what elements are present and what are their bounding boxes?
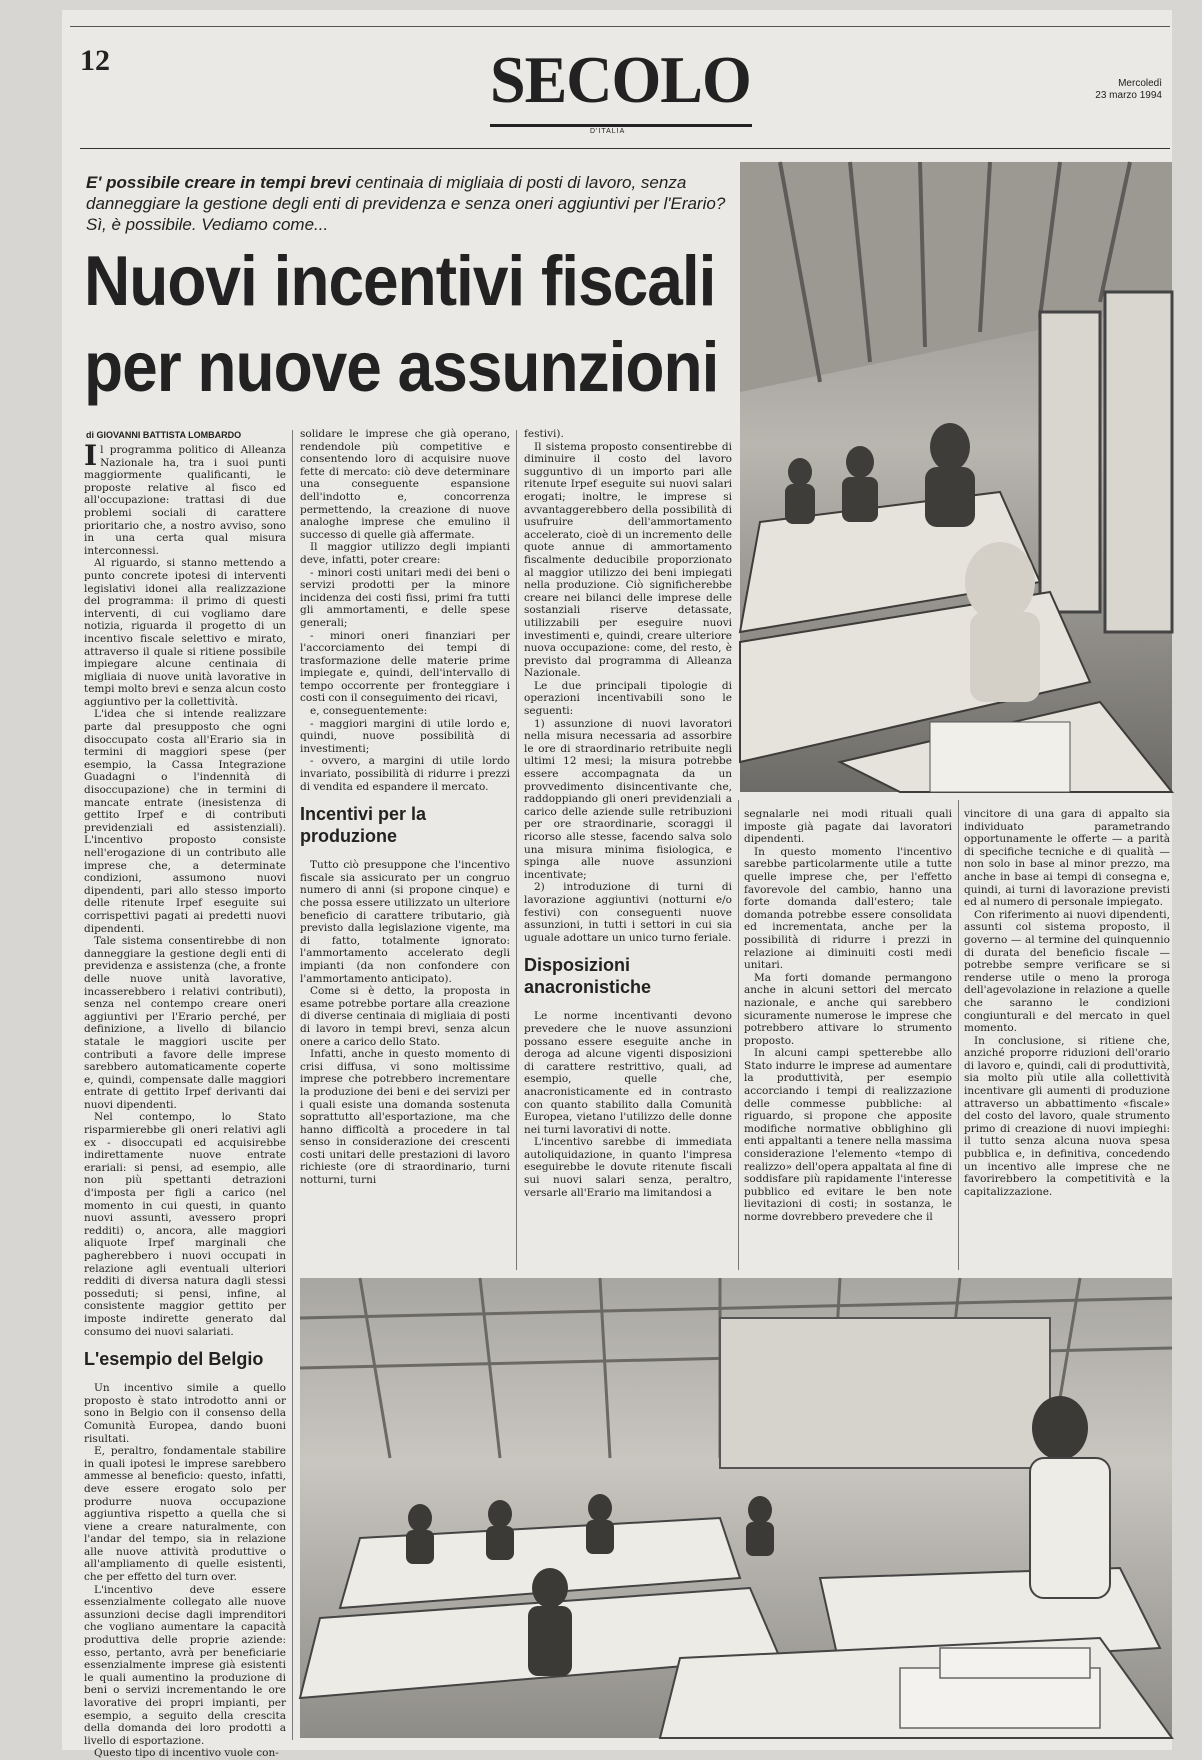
paragraph: Nel contempo, lo Stato risparmierebbe gli oneri relativi agli ex - disoccupati ed acquisirebbe indirettamente nuove entrate erariali: si pensi, ad esempio, alle non più spettanti detrazioni d'imposta per figli a carico (nel momento in cui questi, in quanto nuovi assunti, avessero propri redditi) o, ancora, alle maggiori aliquote Irpef marginali che pagherebbero i nuovi occupati in relazione agli eventuali ulteriori redditi di diversa natura dagli stessi posseduti; si pensi, infine, al consistente maggior gettito per imposte indirette generato dal consumo dei nuovi salariati. bbox=[84, 1111, 286, 1338]
lead-rest: centinaia di migliaia di posti di lavoro, senza danneggiare la gestione degli enti di previdenza e senza oneri aggiuntivi per l'Erario? Sì, è possibile. Vediamo come... bbox=[86, 173, 726, 234]
paragraph: L'incentivo sarebbe di immediata autoliquidazione, in quanto l'impresa eseguirebbe le dovute ritenute fiscali sui nuovi salari senza, peraltro, versarle all'Erario ma limitandosi a bbox=[524, 1136, 732, 1199]
date-full: 23 marzo 1994 bbox=[1095, 89, 1162, 101]
paragraph: vincitore di una gara di appalto sia individuato parametrando opportunamente le offerte — a parità di specifiche tecniche e di qualità — non solo in base al minor prezzo, ma anche in base ai tempi di consegna e, quindi, ai turni di lavorazione previsti ed al numero di personale impiegato. bbox=[964, 808, 1170, 909]
office-photo-top bbox=[740, 162, 1172, 792]
subheading: Disposizioni anacronistiche bbox=[524, 955, 652, 998]
article-column-5 bbox=[964, 808, 1170, 1268]
paragraph: - minori oneri finanziari per l'accorciamento dei tempi di trasformazione delle materie prime impiegate e, quindi, dell'intervallo di tempo occorrente per fronteggiare i costi con il conseguimento dei ricavi, bbox=[300, 629, 510, 705]
column-divider bbox=[958, 800, 959, 1270]
article-column-3 bbox=[524, 428, 732, 1268]
subheading: Incentivi per la produzione bbox=[300, 804, 427, 847]
headline-line-1: Nuovi incentivi fiscali bbox=[84, 241, 716, 321]
paragraph: Infatti, anche in questo momento di crisi diffusa, vi sono moltissime imprese che potrebbero incrementare la produzione dei beni e dei servizi per i quali esiste una domanda sostenuta soprattutto all'esportazione, ma che hanno difficoltà a procedere in tal senso in considerazione dei crescenti costi unitari delle prestazioni di lavoro richieste (ore di straordinario, turni notturni, turni bbox=[300, 1048, 510, 1187]
paragraph: 2) introduzione di turni di lavorazione aggiuntivi (notturni e/o festivi) con conseguenti nuove assunzioni, in tutti i settori in cui sia uguale adottare un unico turno feriale. bbox=[524, 881, 732, 944]
lead-paragraph bbox=[86, 172, 726, 235]
lead-bold: E' possibile creare in tempi brevi bbox=[86, 173, 351, 192]
paragraph: - ovvero, a margini di utile lordo invariato, possibilità di ridurre i prezzi di vendita ed espandere il mercato. bbox=[300, 755, 510, 793]
headline bbox=[84, 238, 724, 410]
paragraph: Con riferimento ai nuovi dipendenti, assunti col sistema proposto, il governo — al termine del quinquennio di durata del beneficio fiscale — potrebbe sempre verificare se si renderse utile o meno la proroga dell'agevolazione in relazione a quelle che saranno le condizioni congiunturali e del mercato in quel momento. bbox=[964, 908, 1170, 1035]
paragraph: In alcuni campi spetterebbe allo Stato indurre le imprese ad aumentare la produttività, per esempio accorciando i tempi di realizzazione delle commesse pubbliche: al riguardo, si propone che apposite modifiche normative obblighino gli enti appaltanti a tenere nella massima considerazione l'elemento «tempo di realizzo» dell'opera appaltata al fine di soddisfare più rapidamente l'interesse pubblico ed evitare le ben note lievitazioni di costi; in sostanza, le norme dovrebbero prevedere che il bbox=[744, 1047, 952, 1223]
office-photo-bottom-image bbox=[300, 1278, 1172, 1738]
paragraph: L'idea che si intende realizzare parte dal presupposto che ogni disoccupato costa all'Erario sia in termini di maggiori spese (per esempio, la Cassa Integrazione Guadagni o l'indennità di disoccupazione) che in termini di mancate entrate (inesistenza di gettito Irpef e di contributi previdenziali ed assistenziali). L'incentivo proposto consiste nell'erogazione di un contributo alle imprese che, a determinate condizioni, assumono nuovi dipendenti, pari allo stesso importo delle ritenute Irpef eseguite sui corrispettivi pagati ai predetti nuovi dipendenti. bbox=[84, 708, 286, 935]
paragraph: In questo momento l'incentivo sarebbe particolarmente utile a tutte quelle imprese che, per l'effetto favorevole del cambio, hanno una forte domanda dall'estero; tale domanda potrebbe essere consolidata ed incrementata, anche per la possibilità di ridurre i prezzi in relazione ai diminuiti costi medi unitari. bbox=[744, 845, 952, 972]
dateline bbox=[1095, 78, 1162, 101]
paragraph: Questo tipo di incentivo vuole con- bbox=[94, 1747, 279, 1760]
page-number: 12 bbox=[80, 44, 110, 77]
column-divider bbox=[738, 800, 739, 1270]
column-divider bbox=[292, 430, 293, 1740]
article-column-1 bbox=[84, 439, 286, 1760]
paragraph: - maggiori margini di utile lordo e, quindi, nuove possibilità di investimenti; bbox=[300, 717, 510, 755]
paragraph: Le norme incentivanti devono prevedere che le nuove assunzioni possano essere eseguite anche in deroga ad alcune vigenti disposizioni di carattere restrittivo, quali, ad esempio, quelle che, anacronisticamente ed in contrasto con quanto stabilito dalla Comunità Europea, vietano l'utilizzo delle donne nei turni lavorativi di notte. bbox=[524, 1010, 732, 1136]
paragraph: L'incentivo deve essere essenzialmente collegato alle nuove assunzioni decise dagli imprenditori che vogliano aumentare la capacità produttiva delle proprie aziende: esso, pertanto, avrà per beneficiarie essenzialmente imprese già esistenti le quali aumentino la produzione di beni o servizi incrementando le ore lavorative dei propri impianti, per esempio, a seguito della crescita della domanda dei loro prodotti a livello di esportazione. bbox=[84, 1583, 286, 1747]
paragraph: solidare le imprese che già operano, rendendole più competitive e consentendo loro di acquisire nuove fette di mercato: ciò deve determinare una conseguente espansione dell'indotto e, concorrenza permettendo, la creazione di nuove analoghe imprese che emulino il successo di quelle già affermate. bbox=[300, 428, 510, 541]
date-day: Mercoledì bbox=[1118, 78, 1162, 89]
paragraph: Ma forti domande permangono anche in alcuni settori del mercato nazionale, e anche qui sarebbero sicuramente numerose le imprese che potrebbero attivare lo strumento proposto. bbox=[744, 971, 952, 1047]
paragraph: Il sistema proposto consentirebbe di diminuire il costo del lavoro sugguntivo di un importo pari alle ritenute Irpef eseguite sui nuovi salari erogati; inoltre, le imprese si avvantaggerebbero della possibilità di usufruire dell'ammortamento accelerato, cioè di un incremento delle quote annue di ammortamento fiscalmente deducibile proporzionato al maggior utilizzo dei beni impiegati nella produzione. Ciò significherebbe creare nei bilanci delle imprese delle sostanziali riserve detassate, utilizzabili per eseguire nuovi investimenti e, quindi, creare ulteriore nuova occupazione: come, del resto, è previsto dal programma di Alleanza Nazionale. bbox=[524, 440, 732, 680]
paragraph: Il maggior utilizzo degli impianti deve, infatti, poter creare: bbox=[300, 541, 510, 566]
paragraph: Tutto ciò presuppone che l'incentivo fiscale sia assicurato per un congruo numero di anni (si propone cinque) e che possa essere utilizzato un ulteriore beneficio di carattere tributario, già previsto dalla legislazione vigente, ma di fatto, totalmente ignorato: l'ammortamento accelerato degli impianti (da non confondere con l'ammortamento anticipato). bbox=[300, 859, 510, 985]
header-rule bbox=[80, 148, 1170, 149]
paragraph: e, conseguentemente: bbox=[310, 705, 428, 718]
drop-cap: I bbox=[84, 439, 98, 472]
paragraph: In conclusione, si ritiene che, anziché proporre riduzioni dell'orario di lavoro e, quindi, cali di produttività, sia molto più utile alla collettività incentivare gli aumenti di produzione attraverso un abbattimento «fiscale» del costo del lavoro, quale strumento primo di creazione di nuovi impieghi: il tutto senza alcuna nuova spesa pubblica e, in definitiva, concedendo un incentivo alle imprese che ne favorirebbero la competitività e la capitalizzazione. bbox=[964, 1034, 1170, 1198]
article-column-2 bbox=[300, 428, 510, 1268]
masthead-rule bbox=[490, 124, 752, 127]
office-photo-bottom bbox=[300, 1278, 1172, 1738]
masthead-logo: SECOLO bbox=[490, 42, 751, 117]
paragraph: Il programma politico di Alleanza Nazionale ha, tra i suoi punti maggiormente qualificanti, le proposte relative al fisco ed all'occupazione: trattasi di due problemi sociali di carattere prioritario che, a nostro avviso, sono in una certa qual misura interconnessi. bbox=[84, 439, 286, 557]
top-rule bbox=[70, 26, 1170, 27]
paragraph: festivi). bbox=[524, 428, 564, 440]
paragraph: segnalarle nei modi rituali quali imposte già pagate dai lavoratori dipendenti. bbox=[744, 808, 952, 846]
byline: di GIOVANNI BATTISTA LOMBARDO bbox=[86, 430, 242, 440]
paragraph: Al riguardo, si stanno mettendo a punto concrete ipotesi di interventi legislativi idonei alla realizzazione del programma: il primo di questi interventi, di cui vogliamo dare notizia, riguarda il progetto di un incentivo fiscale selettivo e mirato, attraverso il quale si ritiene possibile impiegare alcune centinaia di migliaia di nuove unità lavorative in tempi molto brevi e senza alcun costo aggiuntivo per la collettività. bbox=[84, 557, 286, 708]
headline-line-2: per nuove assunzioni bbox=[84, 327, 719, 407]
paragraph: - minori costi unitari medi dei beni o servizi prodotti per la minore incidenza dei costi fissi, primi fra tutti gli ammortamenti, e delle spese generali; bbox=[300, 566, 510, 629]
paragraph: 1) assunzione di nuovi lavoratori nella misura necessaria ad assorbire le ore di straordinario retribuite negli ultimi 12 mesi; la misura potrebbe essere accompagnata da un provvedimento disincentivante che, raddoppiando gli oneri previdenziali a carico delle aziende sulle retribuzioni per ore straordinarie, scoraggi il ricorso alle stesse, facendo salva solo una misura minima fisiologica, e spinga alle nuove assunzioni incentivate; bbox=[524, 717, 732, 881]
office-photo-top-image bbox=[740, 162, 1172, 792]
masthead-subtitle: D'ITALIA bbox=[590, 128, 626, 135]
subheading: L'esempio del Belgio bbox=[84, 1349, 264, 1370]
paragraph: E, peraltro, fondamentale stabilire in quali ipotesi le imprese sarebbero ammesse al beneficio: questo, infatti, deve essere erogato solo per produrre nuova occupazione aggiuntiva rispetto a quella che si viene a creare naturalmente, con l'andar del tempo, sia in relazione alle nuove attività produttive o all'ampliamento di quelle esistenti, che per effetto del turn over. bbox=[84, 1445, 286, 1584]
paragraph: Le due principali tipologie di operazioni incentivabili sono le seguenti: bbox=[524, 679, 732, 718]
paragraph: Come si è detto, la proposta in esame potrebbe portare alla creazione di diverse centinaia di migliaia di posti di lavoro in tempi brevi, senza alcun onere a carico dello Stato. bbox=[300, 985, 510, 1048]
paragraph: Tale sistema consentirebbe di non danneggiare la gestione degli enti di previdenza e assistenza (che, a fronte delle nuove unità lavorative, incasserebbero i relativi contributi), senza nel contempo creare oneri aggiuntivi per l'Erario perché, per definizione, a livello di bilancio statale le maggiori uscite per contributi a favore delle imprese sarebbero automaticamente coperte e, quindi, compensate dalle maggiori entrate di gettito Irpef derivanti dai nuovi dipendenti. bbox=[84, 935, 286, 1111]
column-divider bbox=[516, 430, 517, 1270]
article-column-4 bbox=[744, 808, 952, 1268]
paragraph: Un incentivo simile a quello proposto è stato introdotto anni or sono in Belgio con il consenso della Comunità Europea, dando buoni risultati. bbox=[84, 1382, 286, 1445]
